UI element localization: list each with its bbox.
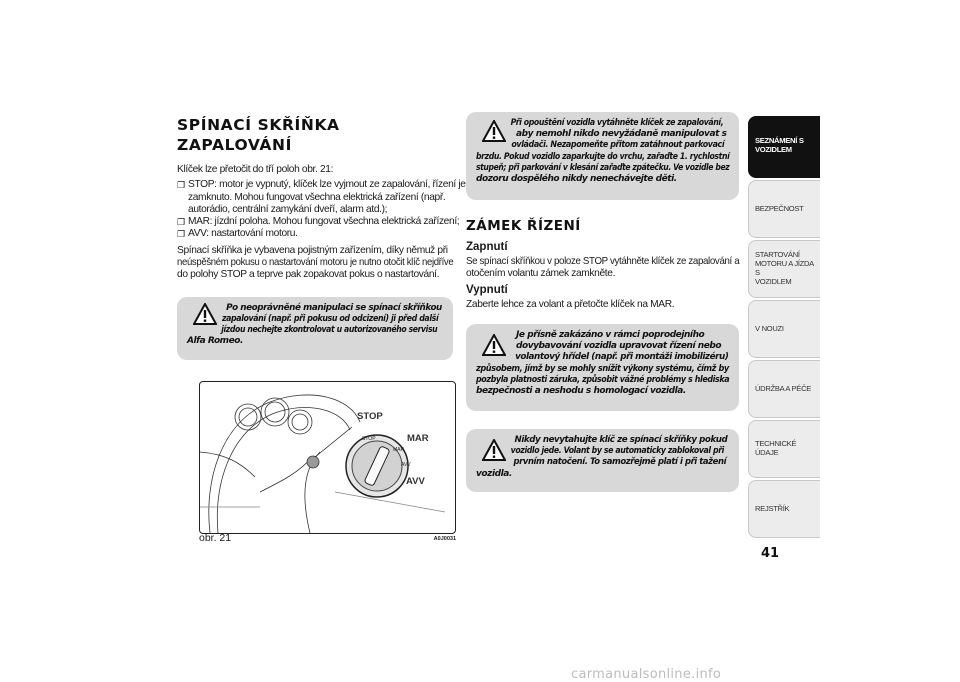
warning-line: prvním natočení. To samozřejmě platí i při tažení — [513, 457, 727, 468]
intro-text: Klíček lze přetočit do tří poloh obr. 21: — [177, 164, 334, 175]
bullet-line: AVV: nastartování motoru. — [188, 228, 298, 240]
warning-line: způsobem, jímž by se mohly snížit výkony systému, čímž by — [476, 363, 729, 374]
warning-line: dozoru dospělého nikdy nenechávejte děti. — [476, 174, 677, 185]
middle-column — [466, 112, 739, 492]
section-heading-ignition: SPÍNACÍ SKŘÍŇKA ZAPALOVÁNÍ — [177, 116, 340, 154]
bullet-line: MAR: jízdní poloha. Mohou fungovat všechna elektrická zařízení; — [188, 216, 460, 228]
paragraph-line: Spínací skříňka je vybavena pojistným zařízením, díky němuž při — [177, 244, 448, 256]
tab-starting-and-driving[interactable] — [748, 240, 820, 298]
chapter-tabs — [748, 116, 820, 540]
warning-box-modification — [466, 324, 739, 411]
warning-line: Po neoprávněné manipulaci se spínací skříňkou — [226, 302, 442, 313]
tab-technical-data[interactable] — [748, 420, 820, 478]
tab-label: ÚDRŽBA A PÉČE — [755, 383, 812, 393]
paragraph-line: do polohy STOP a teprve pak zopakovat pokus o nastartování. — [177, 269, 440, 281]
watermark: carmanualsonline.info — [571, 667, 722, 682]
warning-line: pozbyla platnosti záruka, způsobit vážné problémy s hlediska — [476, 374, 730, 385]
tab-getting-to-know-vehicle[interactable] — [748, 116, 820, 178]
section-heading-steering-lock: ZÁMEK ŘÍZENÍ — [466, 218, 581, 234]
checkbox-bullet-icon: ❐ — [177, 180, 185, 191]
warning-line: stupeň; při parkování v klesání zařaďte zpátečku. Ve vozidle bez — [476, 162, 730, 173]
warning-line: Alfa Romeo. — [187, 336, 243, 347]
subheading-disengage: Vypnutí — [466, 283, 508, 296]
tab-label: MOTORU A JÍZDA S — [755, 259, 814, 277]
label-mar: MAR — [407, 433, 429, 444]
safety-device-paragraph — [177, 245, 453, 282]
svg-text:STOP: STOP — [362, 436, 376, 442]
tab-label: REJSTŘÍK — [755, 503, 790, 513]
tab-label: SEZNÁMENÍ S — [755, 136, 804, 145]
label-avv: AVV — [406, 476, 425, 487]
warning-line: Je přísně zakázáno v rámci poprodejního — [516, 329, 705, 340]
warning-box-key-removal — [466, 429, 739, 492]
warning-line: jízdou nechejte zkontrolovat u autorizovaného servisu — [221, 325, 438, 336]
warning-line: Při opouštění vozidla vytáhněte klíček ze zapalování, — [510, 118, 724, 128]
figure-caption: obr. 21 — [199, 532, 232, 544]
warning-line: vozidla. — [476, 468, 512, 479]
warning-line: Nikdy nevytahujte klíč ze spínací skříňky pokud — [514, 434, 728, 445]
warning-line: zapalování (např. při pokusu od odcizení) ji před další — [221, 313, 439, 324]
warning-line: brzdu. Pokud vozidlo zaparkujte do vrchu, zařaďte 1. rychlostní — [476, 151, 730, 162]
tab-safety[interactable] — [748, 180, 820, 238]
warning-line: ovládači. Nezapomeňte přitom zatáhnout parkovací — [511, 140, 725, 151]
checkbox-bullet-icon: ❐ — [177, 229, 185, 240]
paragraph-line: Se spínací skříňkou v poloze STOP vytáhněte klíček ze zapalování a — [466, 256, 740, 267]
svg-text:MAR: MAR — [393, 447, 405, 453]
bullet-line: autorádio, centrální zamykání dveří, alarm atd.); — [188, 203, 388, 215]
warning-box-leaving-vehicle — [466, 112, 739, 200]
warning-line: dovybavování vozidla upravovat řízení nebo — [516, 341, 722, 352]
tab-index[interactable] — [748, 480, 820, 538]
tab-label: STARTOVÁNÍ — [755, 250, 800, 260]
tab-label: VOZIDLEM — [755, 144, 792, 154]
figure-code: A0J0031 — [433, 536, 456, 542]
checkbox-bullet-icon: ❐ — [177, 217, 185, 228]
bullet-line: STOP: motor je vypnutý, klíček lze vyjmout ze zapalování, řízení je — [188, 179, 466, 191]
bullet-item-stop — [177, 179, 466, 216]
paragraph-line: neúspěšném pokusu o nastartování motoru je nutno otočit klíč nejdříve — [177, 257, 454, 269]
figure-caption-row — [199, 532, 456, 544]
ignition-figure — [199, 381, 456, 534]
warning-line: bezpečnosti a neshodu s homologací vozidla. — [476, 385, 686, 396]
left-column — [177, 112, 466, 360]
tab-label: V NOUZI — [755, 323, 784, 333]
svg-text:AVV: AVV — [401, 462, 411, 468]
bullet-item-avv — [177, 228, 453, 240]
paragraph-line: Zaberte lehce za volant a přetočte klíček na MAR. — [466, 298, 675, 310]
subheading-engage: Zapnutí — [466, 241, 508, 253]
warning-line: vozidlo jede. Volant by se automaticky zablokoval při — [510, 446, 724, 457]
tab-label: TECHNICKÉ ÚDAJE — [755, 439, 797, 457]
label-stop: STOP — [357, 411, 383, 422]
bullet-line: zamknuto. Mohou fungovat všechna elektrická zařízení (např. — [188, 191, 446, 203]
ignition-illustration — [200, 382, 455, 533]
ignition-switch-detail — [346, 435, 411, 497]
tab-label: VOZIDLEM — [755, 276, 792, 286]
tab-emergency[interactable] — [748, 300, 820, 358]
paragraph-line: otočením volantu zámek zamkněte. — [466, 268, 616, 280]
page-number: 41 — [761, 546, 780, 561]
warning-line: volantový hřídel (např. při montáži imobilizéru) — [515, 352, 729, 363]
tab-label: BEZPEČNOST — [755, 203, 804, 213]
bullet-item-mar — [177, 216, 460, 228]
warning-box-tampering — [177, 297, 453, 360]
warning-line: aby nemohl nikdo nevyžádaně manipulovat s — [516, 129, 727, 140]
tab-maintenance[interactable] — [748, 360, 820, 418]
